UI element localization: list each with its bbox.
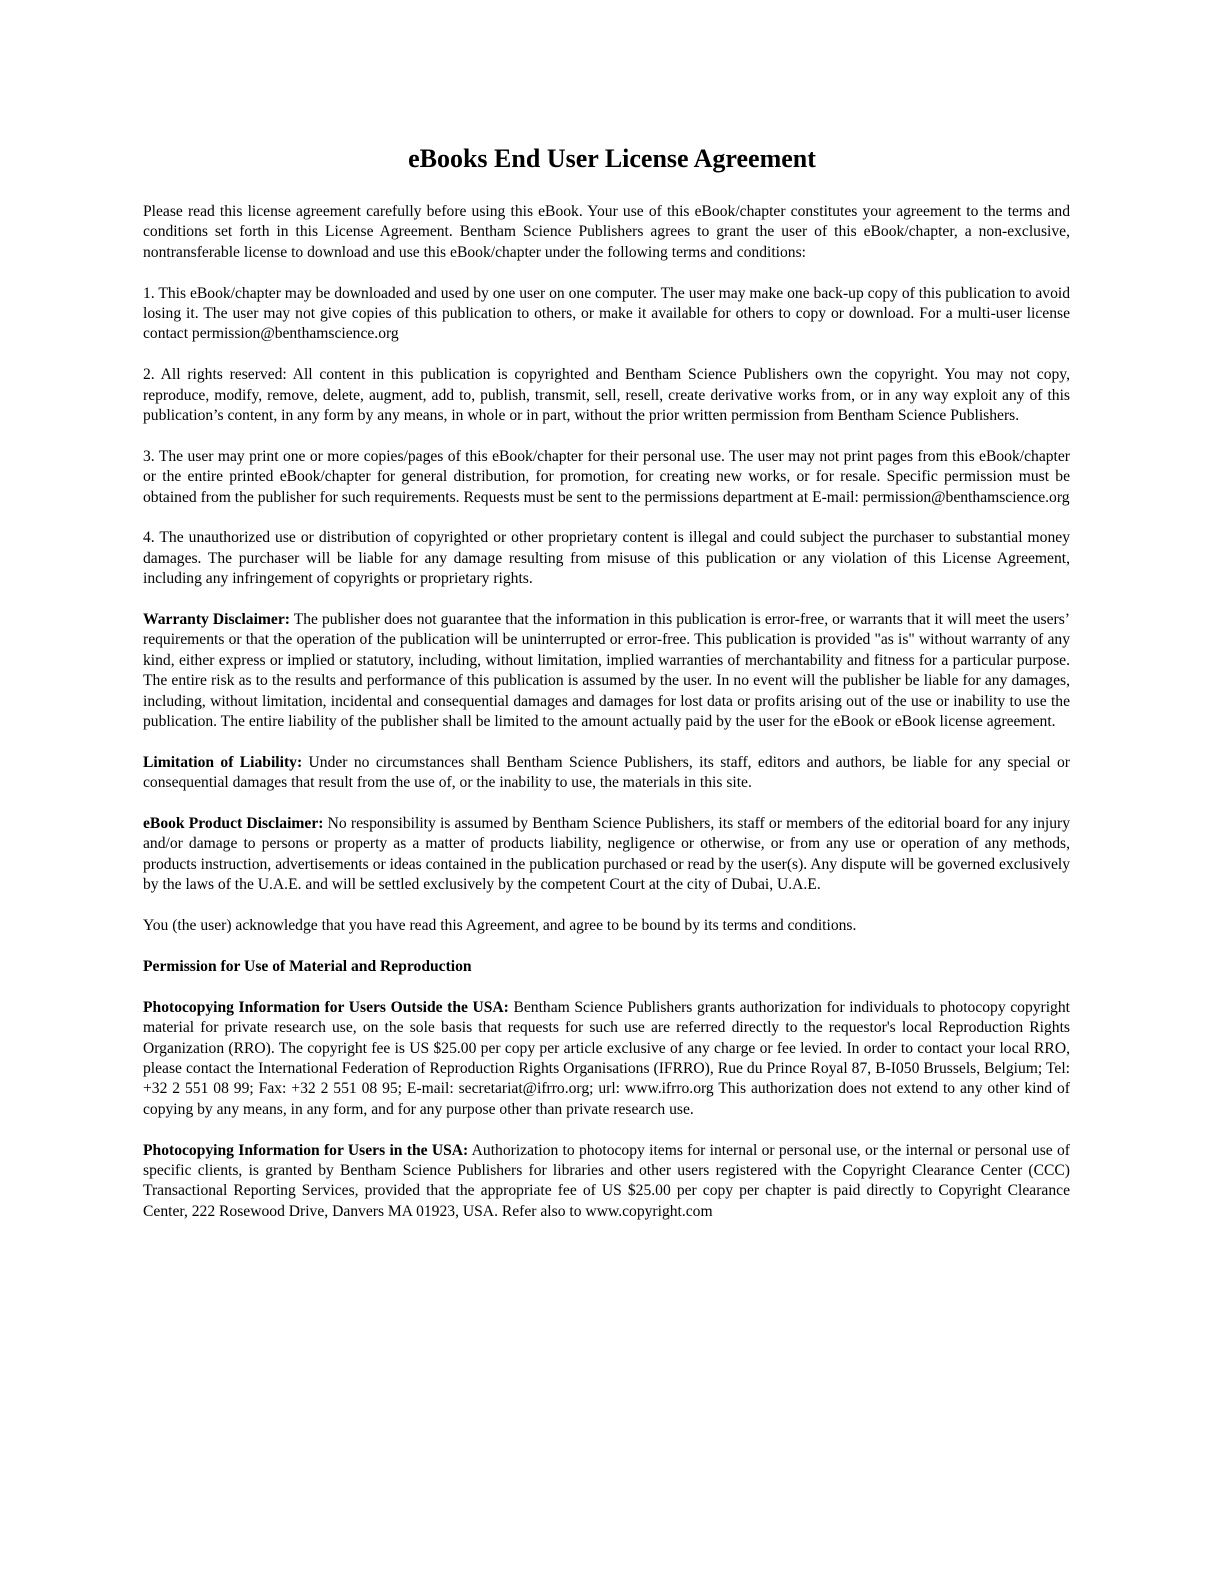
clause-3: 3. The user may print one or more copies/pages of this eBook/chapter for their personal use. The user may not print pages from this eBook/chapter or the entire printed eBook/chapter for general distribution, for promotion, for creating new works, or for resale. Specific permission must be obtained from the publisher for such requirements. Requests must be sent to the permissions department at E-mail: permission@benthamscience.org	[143, 447, 1070, 506]
intro-paragraph: Please read this license agreement carefully before using this eBook. Your use of this eBook/chapter constitutes your agreement to the terms and conditions set forth in this License Agreement. Bentham Science Publishers agrees to grant the user of this eBook/chapter, a non-exclusive, nontransferable license to download and use this eBook/chapter under the following terms and conditions:	[143, 203, 1070, 261]
product-text: No responsibility is assumed by Bentham Science Publishers, its staff or members of the editorial board for any injury and/or damage to persons or property as a matter of products liability, negligence or otherwise, or from any use or operation of any methods, products instruction, advertisements or ideas contained in the publication purchased or read by the user(s). Any dispute will be governed exclusively by the laws of the U.A.E. and will be settled exclusively by the competent Court at the city of Dubai, U.A.E.	[143, 815, 1070, 894]
warranty-label: Warranty Disclaimer:	[143, 611, 290, 629]
in-usa-text: Authorization to photocopy items for internal or personal use, or the internal or personal use of specific clients, is granted by Bentham Science Publishers for libraries and other users registered with the Copyright Clearance Center (CCC) Transactional Reporting Services, provided that the appropriate fee of US $25.00 per copy per chapter is paid directly to Copyright Clearance Center, 222 Rosewood Drive, Danvers MA 01923, USA. Refer also to www.copyright.com	[143, 1141, 1070, 1220]
clause-2: 2. All rights reserved: All content in this publication is copyrighted and Bentham Science Publishers own the copyright. You may not copy, reproduce, modify, remove, delete, augment, add to, publish, transmit, sell, resell, create derivative works from, or in any way exploit any of this publication’s content, in any form by any means, in whole or in part, without the prior written permission from Bentham Science Publishers.	[143, 366, 1070, 425]
photocopy-in-usa	[143, 1141, 1070, 1223]
warranty-disclaimer	[143, 610, 1070, 732]
permission-heading	[143, 957, 1070, 977]
acknowledgement: You (the user) acknowledge that you have read this Agreement, and agree to be bound by its terms and conditions.	[143, 917, 857, 935]
warranty-text: The publisher does not guarantee that the information in this publication is error-free, or warrants that it will meet the users’ requirements or that the operation of the publication will be uninterrupted or error-free. This publication is provided "as is" without warranty of any kind, either express or implied or statutory, including, without limitation, implied warranties of merchantability and fitness for a particular purpose. The entire risk as to the results and performance of this publication is assumed by the user. In no event will the publisher be liable for any damages, including, without limitation, incidental and consequential damages and damages for lost data or profits arising out of the use or inability to use the publication. The entire liability of the publisher shall be limited to the amount actually paid by the user for the eBook or eBook license agreement.	[143, 611, 1071, 731]
permission-heading-text: Permission for Use of Material and Reproduction	[143, 957, 472, 975]
product-disclaimer	[143, 814, 1070, 896]
document-body	[143, 202, 1070, 1243]
liability-text: Under no circumstances shall Bentham Science Publishers, its staff, editors and authors, be liable for any special or consequential damages that result from the use of, or the inability to use, the materials in this site.	[143, 753, 1070, 792]
in-usa-label: Photocopying Information for Users in the USA:	[143, 1141, 469, 1159]
liability-label: Limitation of Liability:	[143, 753, 303, 771]
clause-1: 1. This eBook/chapter may be downloaded and used by one user on one computer. The user may make one back-up copy of this publication to avoid losing it. The user may not give copies of this publication to others, or make it available for others to copy or download. For a multi-user license contact permission@benthamscience.org	[143, 284, 1070, 343]
clause-4: 4. The unauthorized use or distribution of copyrighted or other proprietary content is illegal and could subject the purchaser to substantial money damages. The purchaser will be liable for any damage resulting from misuse of this publication or any violation of this License Agreement, including any infringement of copyrights or proprietary rights.	[143, 529, 1070, 588]
limitation-of-liability	[143, 753, 1070, 794]
outside-usa-text: Bentham Science Publishers grants authorization for individuals to photocopy copyright material for private research use, on the sole basis that requests for such use are referred directly to the requestor's local Reproduction Rights Organization (RRO). The copyright fee is US $25.00 per copy per article exclusive of any charge or fee levied. In order to contact your local RRO, please contact the International Federation of Reproduction Rights Organisations (IFRRO), Rue du Prince Royal 87, B-I050 Brussels, Belgium; Tel: +32 2 551 08 99; Fax: +32 2 551 08 95; E-mail: secretariat@ifrro.org; url: www.ifrro.org This authorization does not extend to any other kind of copying by any means, in any form, and for any purpose other than private research use.	[143, 998, 1070, 1118]
product-label: eBook Product Disclaimer:	[143, 815, 324, 833]
page-title: eBooks End User License Agreement	[408, 144, 816, 173]
outside-usa-label: Photocopying Information for Users Outside the USA:	[143, 998, 509, 1016]
photocopy-outside-usa	[143, 998, 1070, 1120]
